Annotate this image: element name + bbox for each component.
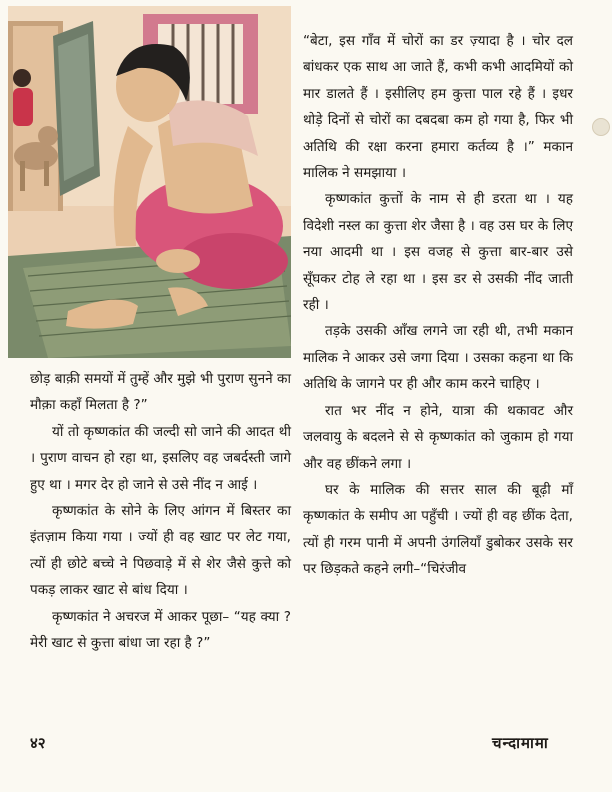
paragraph: कृष्णकांत के सोने के लिए आंगन में बिस्तर का इंतज़ाम किया गया । ज्यों ही वह खाट पर लेट गया, त्यों ही छोटे बच्चे ने पिछवाड़े में से शेर जैसे कुत्ते को पकड़ लाकर खाट से बांध दिया । (30, 503, 291, 599)
paragraph: तड़के उसकी आँख लगने जा रही थी, तभी मकान मालिक ने आकर उसे जगा दिया । उसका कहना था कि अतिथि के जागने पर ही और काम करने चाहिए । (303, 323, 573, 393)
paragraph: छोड़ बाक़ी समयों में तुम्हें और मुझे भी पुराण सुनने का मौक़ा कहाँ मिलता है ?” (30, 371, 291, 414)
text-column-right (303, 28, 573, 583)
paragraph: कृष्णकांत कुत्तों के नाम से ही डरता था । यह विदेशी नस्ल का कुत्ता शेर जैसा है । वह उस घर के लिए नया आदमी था । इस वजह से कुत्ता बार-बार उसे सूँघकर टोह ले रहा था । इस डर से उसकी नींद जाती रही । (303, 191, 573, 314)
paragraph: “बेटा, इस गाँव में चोरों का डर ज़्यादा है । चोर दल बांधकर एक साथ आ जाते हैं, कभी कभी आदमियों को मार डालते हैं । इसीलिए हम कुत्ता पाल रहे हैं । इधर थोड़े दिनों से चोरों का दबदबा कम हो गया है, फिर भी अतिथि की रक्षा करना हमारा कर्तव्य है ।” मकान मालिक ने समझाया । (303, 33, 573, 182)
text-column-left (30, 366, 291, 656)
illustration-man-seated-on-cot-icon (8, 6, 291, 358)
paragraph: घर के मालिक की सत्तर साल की बूढ़ी माँ कृष्णकांत के समीप आ पहुँची । ज्यों ही वह छींक देता, त्यों ही गरम पानी में अपनी उंगलियाँ डुबोकर उसके सर पर छिड़कते कहने लगी–“चिरंजीव (303, 481, 573, 578)
paragraph: कृष्णकांत ने अचरज में आकर पूछा– “यह क्या ? मेरी खाट से कुत्ता बांधा जा रहा है ?” (30, 608, 291, 652)
paragraph: रात भर नींद न होने, यात्रा की थकावट और जलवायु के बदलने से से कृष्णकांत को जुकाम हो गया और वह छींकने लगा । (303, 402, 573, 472)
binding-hole-icon (592, 118, 610, 136)
paragraph: यों तो कृष्णकांत की जल्दी सो जाने की आदत थी । पुराण वाचन हो रहा था, इसलिए वह जबर्दस्ती जागे हुए था । मगर देर हो जाने से उसे नींद न आई । (30, 423, 291, 493)
page-number: ४२ (30, 734, 46, 752)
magazine-name: चन्दामामा (492, 734, 549, 752)
story-illustration (8, 6, 291, 358)
